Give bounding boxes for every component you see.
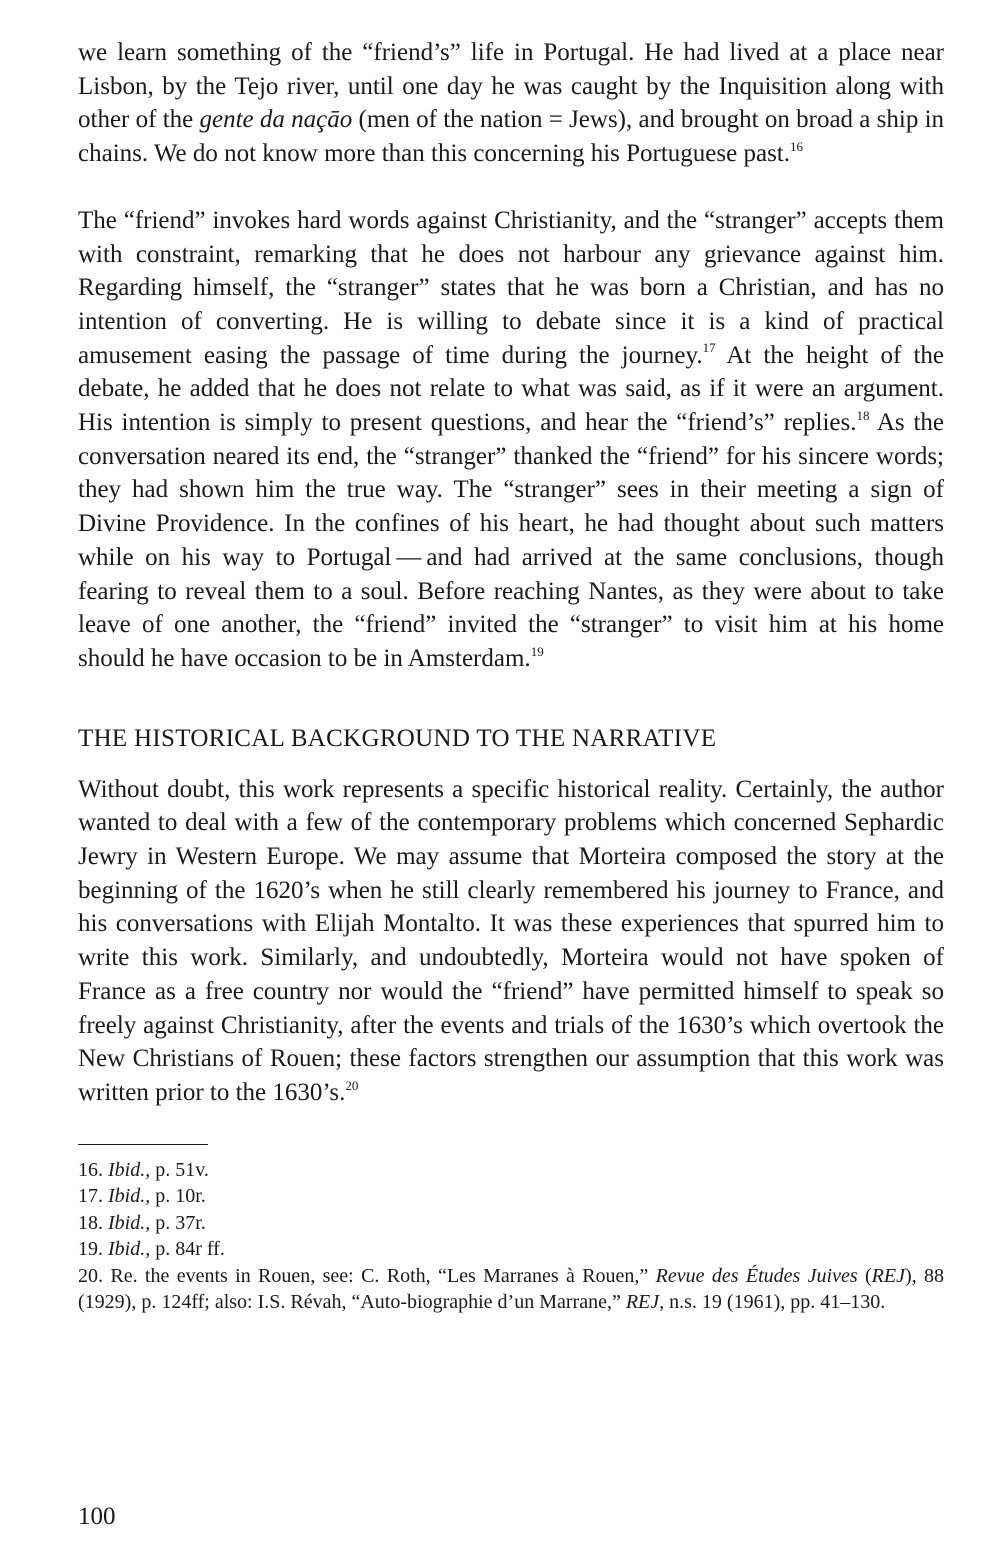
footnote-item [78, 1183, 944, 1210]
paragraph-friend-past [78, 36, 944, 171]
section-heading: THE HISTORICAL BACKGROUND TO THE NARRATIVE [78, 724, 717, 752]
footnote-text: Re. the events in Rouen, see: C. Roth, “Les Marranes à Rouen,” [103, 1264, 656, 1287]
footnote-text: ), 88 (1929), p. 124ff; also: I.S. Révah, “Auto-biographie d’un Marrane,” [78, 1264, 944, 1314]
footnote-marker: 19 [530, 643, 544, 659]
footnote-text: p. 37r. [150, 1211, 206, 1234]
footnote-number: 18. [78, 1211, 103, 1234]
paragraph-text: we learn something of the “friend’s” life in Portugal. He had lived at a place near Lisbon, by the Tejo river, until one day he was caught by the Inquisition along with other of the [78, 39, 944, 134]
page-body [78, 36, 944, 1316]
footnote-item [78, 1210, 944, 1237]
footnote-text: n.s. 19 (1961), pp. 41–130. [664, 1291, 886, 1314]
footnote-text: p. 10r. [150, 1185, 206, 1208]
footnote-separator [78, 1144, 208, 1145]
paragraph-text: At the height of the debate, he added that he does not relate to what was said, as if it were an argument. His intention is simply to present questions, and hear the “friend’s” replies. [78, 341, 944, 437]
footnote-marker: 17 [702, 340, 716, 356]
footnote-marker: 16 [790, 138, 803, 154]
footnote-ibid: Ibid., [108, 1158, 151, 1181]
footnote-marker: 18 [856, 407, 870, 423]
footnote-text: ( [857, 1264, 872, 1287]
footnote-journal-title: Revue des Études Juives [655, 1264, 858, 1287]
footnote-number: 20. [78, 1264, 103, 1287]
paragraph-historical-background [78, 773, 944, 1110]
paragraph-text: The “friend” invokes hard words against Christianity, and the “stranger” accepts them with constraint, remarking that he does not harbour any grievance against him. Regarding himself, the “stranger” states that he was born a Christian, and has no intention of converting. He is willing to debate since it is a kind of practical amusement easing the passage of time during the journey. [78, 206, 944, 369]
footnote-ibid: Ibid., [108, 1185, 151, 1208]
paragraph-text: As the conversation neared its end, the “stranger” thanked the “friend” for his sincere words; they had shown him the true way. The “stranger” sees in their meeting a sign of Divine Providence. In the confines of his heart, he had thought about such matters while on his way to Portugal — and had arrived at the same conclusions, though fearing to reveal them to a soul. Before reaching Nantes, as they were about to take leave of one another, the “friend” invited the “stranger” to visit him at his home should he have occasion to be in Amsterdam. [78, 409, 944, 672]
footnote-number: 16. [78, 1158, 103, 1181]
footnote-ibid: Ibid., [108, 1211, 151, 1234]
footnote-text: p. 51v. [150, 1158, 209, 1181]
paragraph-debate [78, 204, 944, 676]
page-number: 100 [78, 1503, 116, 1530]
footnote-marker: 20 [345, 1077, 359, 1093]
footnote-item [78, 1157, 944, 1184]
footnote-item [78, 1236, 944, 1263]
footnotes-list [78, 1157, 944, 1316]
italic-phrase: gente da naçāo [199, 106, 353, 134]
footnote-journal-abbrev: REJ [871, 1264, 905, 1287]
footnote-ibid: Ibid., [108, 1238, 151, 1261]
footnote-text: p. 84r ff. [150, 1238, 225, 1261]
footnote-item [78, 1263, 944, 1316]
paragraph-text: (men of the nation = Jews), and brought on broad a ship in chains. We do not know more than this concerning his Portuguese past. [78, 106, 945, 168]
footnote-journal-abbrev: REJ, [625, 1291, 665, 1314]
footnote-number: 19. [78, 1238, 103, 1261]
paragraph-text: Without doubt, this work represents a specific historical reality. Certainly, the author wanted to deal with a few of the contemporary problems which concerned Sephardic Jewry in Western Europe. We may assume that Morteira composed the story at the beginning of the 1620’s when he still clearly remembered his journey to France, and his conversations with Elijah Montalto. It was these experiences that spurred him to write this work. Similarly, and undoubtedly, Morteira would not have spoken of France as a free country nor would the “friend” have permitted himself to speak so freely against Christianity, after the events and trials of the 1630’s which overtook the New Christians of Rouen; these factors strengthen our assumption that this work was written prior to the 1630’s. [78, 775, 944, 1106]
footnote-number: 17. [78, 1185, 103, 1208]
